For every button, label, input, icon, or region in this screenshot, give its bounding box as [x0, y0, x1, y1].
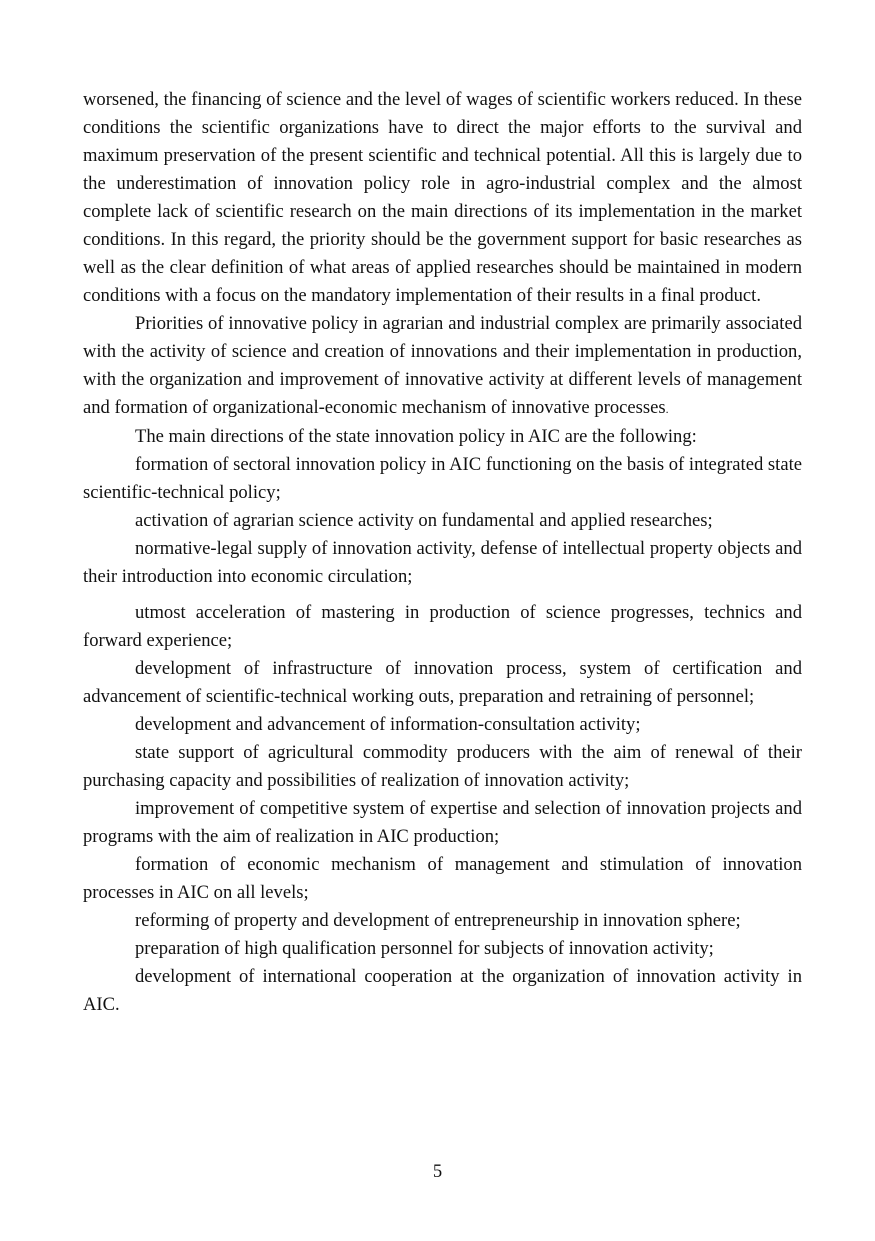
paragraph-continued: worsened, the financing of science and the level of wages of scientific workers reduced. In these conditions the scientific organizations have to direct the major efforts to the survival and maximum preservation of the present scientific and technical potential. All this is largely due to the underestimation of innovation policy role in agro-industrial complex and the almost complete lack of scientific research on the main directions of its implementation in the market conditions. In this regard, the priority should be the government support for basic researches as well as the clear definition of what areas of applied researches should be maintained in modern conditions with a focus on the mandatory implementation of their results in a final product. [83, 89, 802, 306]
list-item: development of infrastructure of innovation process, system of certification and advancement of scientific-technical working outs, preparation and retraining of personnel; [83, 658, 802, 707]
list-item: state support of agricultural commodity producers with the aim of renewal of their purchasing capacity and possibilities of realization of innovation activity; [83, 742, 802, 791]
paragraph-priorities-text: Priorities of innovative policy in agrarian and industrial complex are primarily associated with the activity of science and creation of innovations and their implementation in production, with the organization and improvement of innovative activity at different levels of management and formation of organizational-economic mechanism of innovative processes [83, 313, 802, 418]
list-item: normative-legal supply of innovation activity, defense of intellectual property objects and their introduction into economic circulation; [83, 538, 802, 587]
paragraph-priorities-end-mark: . [665, 402, 669, 416]
list-item: utmost acceleration of mastering in production of science progresses, technics and forward experience; [83, 602, 802, 651]
list-item: preparation of high qualification personnel for subjects of innovation activity; [135, 938, 714, 959]
paragraph-main-directions: The main directions of the state innovation policy in AIC are the following: [135, 426, 697, 447]
list-item: improvement of competitive system of expertise and selection of innovation projects and programs with the aim of realization in AIC production; [83, 798, 802, 847]
list-item: formation of sectoral innovation policy in AIC functioning on the basis of integrated state scientific-technical policy; [83, 454, 802, 503]
list-item: reforming of property and development of entrepreneurship in innovation sphere; [135, 910, 741, 931]
paragraph-priorities [83, 310, 802, 423]
list-item: development of international cooperation at the organization of innovation activity in AIC. [83, 966, 802, 1015]
list-item: development and advancement of information-consultation activity; [135, 714, 641, 735]
list-item: formation of economic mechanism of management and stimulation of innovation processes in AIC on all levels; [83, 854, 802, 903]
list-item: activation of agrarian science activity on fundamental and applied researches; [135, 510, 713, 531]
document-page [83, 86, 802, 1019]
page-number: 5 [432, 1161, 443, 1182]
